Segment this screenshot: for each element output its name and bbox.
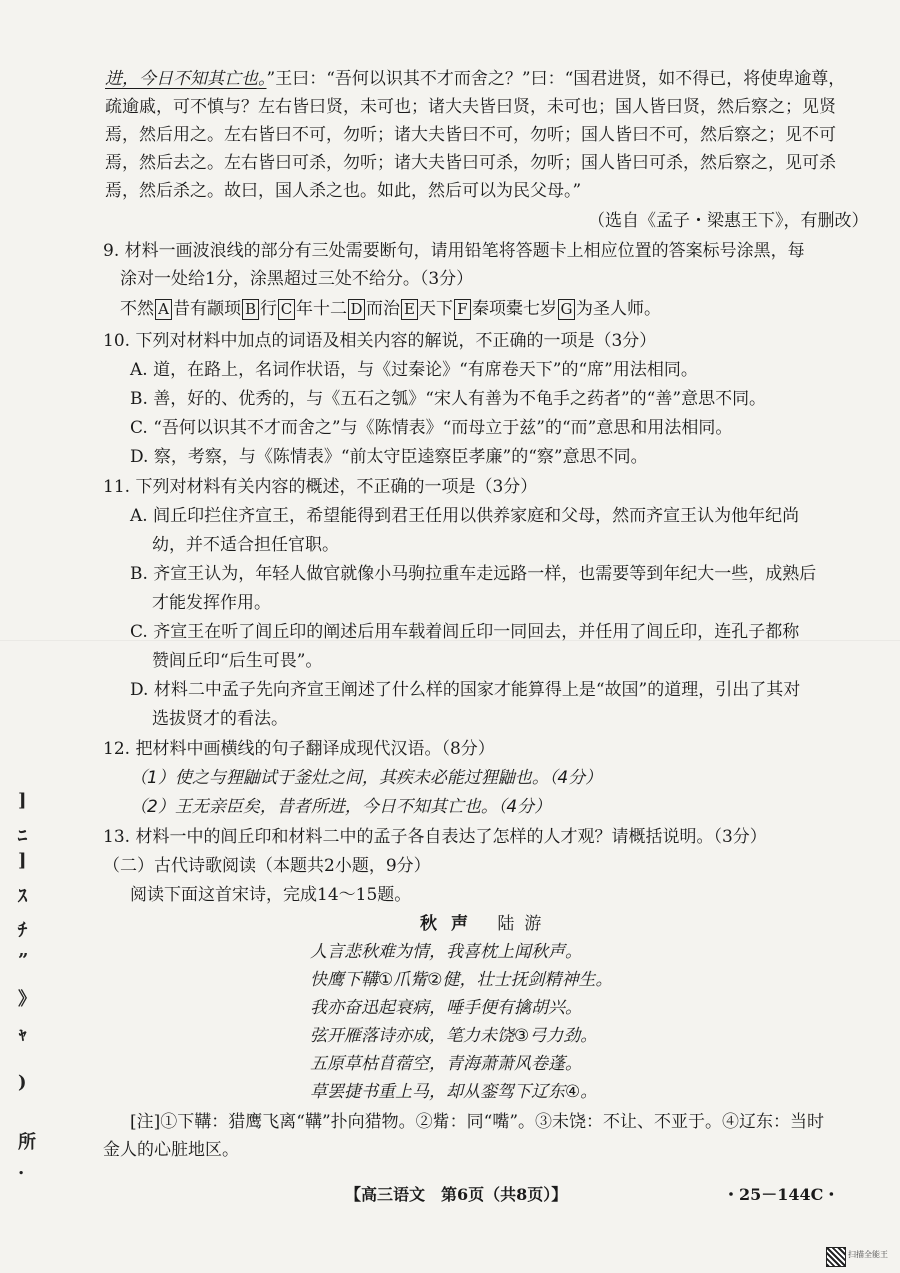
answer-box-b[interactable]: B [242, 299, 259, 320]
q10-stem: 10. 下列对材料中加点的词语及相关内容的解说，不正确的一项是（3分） [103, 331, 657, 351]
margin-mark: 》 [18, 989, 36, 1010]
passage-line: 进，今日不知其亡也。”王曰：“吾何以识其不才而舍之？”曰：“国君进贤，如不得已，将使卑逾尊， [105, 69, 846, 89]
poem-line: 快鹰下鞲①爪觜②健，壮士抚剑精神生。 [310, 970, 613, 990]
margin-mark: ﾁ [18, 920, 27, 941]
q11-option-c: C. 齐宣王在听了闾丘印的阐述后用车载着闾丘印一同回去，并任用了闾丘印，连孔子都称 [130, 622, 800, 642]
margin-mark: . [18, 1158, 25, 1179]
page-code: ・25－144C・ [723, 1185, 840, 1204]
poem-line: 人言悲秋难为情，我喜枕上闻秋声。 [310, 942, 582, 962]
q13-stem: 13. 材料一中的闾丘印和材料二中的孟子各自表达了怎样的人才观？请概括说明。（3分） [103, 827, 767, 847]
q11-option-b-cont: 才能发挥作用。 [152, 593, 271, 613]
margin-mark: 所 [18, 1132, 36, 1153]
answer-box-e[interactable]: E [401, 299, 418, 320]
poem-author: 陆游 [497, 914, 552, 934]
margin-mark: ｬ [18, 1024, 27, 1045]
q11-option-d: D. 材料二中孟子先向齐宣王阐述了什么样的国家才能算得上是“故国”的道理，引出了其对 [130, 680, 801, 700]
margin-mark: ] [18, 850, 27, 871]
poem-note-cont: 金人的心脏地区。 [103, 1140, 239, 1160]
scanner-watermark: 扫描全能王 [848, 1250, 888, 1259]
answer-box-g[interactable]: G [558, 299, 575, 320]
answer-box-f[interactable]: F [454, 299, 471, 320]
q9-sentence: 不然 A 昔有颛顼 B 行 C 年十二 D 而治 E 天下 F 秦项橐七岁 G 为圣人师。 [120, 299, 661, 319]
margin-mark: ” [18, 950, 29, 971]
margin-mark: ﾆ [18, 826, 27, 847]
q11-option-b: B. 齐宣王认为，年轻人做官就像小马驹拉重车走远路一样，也需要等到年纪大一些，成熟后 [130, 564, 817, 584]
passage-line: 焉，然后用之。左右皆曰不可，勿听；诸大夫皆曰不可，勿听；国人皆曰不可，然后察之；见不可 [105, 125, 836, 145]
answer-box-c[interactable]: C [278, 299, 295, 320]
q11-option-a-cont: 幼，并不适合担任官职。 [152, 535, 339, 555]
qr-code-icon [826, 1247, 846, 1267]
q10-option-a: A. 道，在路上，名词作状语，与《过秦论》“有席卷天下”的“席”用法相同。 [130, 360, 698, 380]
q10-option-b: B. 善，好的、优秀的，与《五石之瓠》“宋人有善为不龟手之药者”的“善”意思不同。 [130, 389, 767, 409]
passage-source: （选自《孟子・梁惠王下》，有删改） [588, 211, 869, 231]
section-intro: 阅读下面这首宋诗，完成14～15题。 [130, 885, 412, 905]
answer-box-d[interactable]: D [348, 299, 365, 320]
passage-line: 焉，然后去之。左右皆曰可杀，勿听；诸大夫皆曰可杀，勿听；国人皆曰可杀，然后察之，见可杀 [105, 153, 836, 173]
q9-stem: 9. 材料一画波浪线的部分有三处需要断句，请用铅笔将答题卡上相应位置的答案标号涂黑，每 [103, 241, 805, 261]
q10-option-c: C. “吾何以识其不才而舍之”与《陈情表》“而母立于兹”的“而”意思和用法相同。 [130, 418, 733, 438]
q12-stem: 12. 把材料中画横线的句子翻译成现代汉语。（8分） [103, 739, 495, 759]
q11-option-a: A. 闾丘印拦住齐宣王，希望能得到君王任用以供养家庭和父母，然而齐宣王认为他年纪尚 [130, 506, 800, 526]
poem-heading [420, 913, 551, 935]
poem-title: 秋声 [420, 914, 482, 934]
q11-stem: 11. 下列对材料有关内容的概述，不正确的一项是（3分） [103, 477, 538, 497]
q10-option-d: D. 察，考察，与《陈情表》“前太守臣逵察臣孝廉”的“察”意思不同。 [130, 447, 648, 467]
poem-line: 弦开雁落诗亦成，笔力未饶③弓力劲。 [310, 1026, 598, 1046]
page-footer: 【高三语文 第6页（共8页）】 [345, 1185, 568, 1204]
q11-option-d-cont: 选拔贤才的看法。 [152, 709, 288, 729]
q12-sentence-1: （1）使之与狸鼬试于釜灶之间，其疾未必能过狸鼬也。（4分） [130, 768, 603, 788]
passage-line: 疏逾戚，可不慎与？左右皆曰贤，未可也；诸大夫皆曰贤，未可也；国人皆曰贤，然后察之；见贤 [105, 97, 836, 117]
answer-box-a[interactable]: A [155, 299, 172, 320]
margin-mark: ) [18, 1072, 27, 1093]
q9-stem-cont: 涂对一处给1分，涂黑超过三处不给分。（3分） [120, 269, 474, 289]
margin-mark: ｽ [18, 886, 27, 907]
passage-line: 焉，然后杀之。故曰，国人杀之也。如此，然后可以为民父母。” [105, 181, 582, 201]
poem-line: 草罢捷书重上马，却从銮驾下辽东④。 [310, 1082, 598, 1102]
poem-note: [注]①下鞲：猎鹰飞离“鞲”扑向猎物。②觜：同“嘴”。③未饶：不让、不亚于。④辽东：当时 [130, 1112, 825, 1132]
poem-line: 五原草枯苜蓿空，青海萧萧风卷蓬。 [310, 1054, 582, 1074]
margin-mark: ] [18, 790, 27, 811]
q12-sentence-2: （2）王无亲臣矣，昔者所进，今日不知其亡也。（4分） [130, 797, 552, 817]
poem-line: 我亦奋迅起衰病，唾手便有擒胡兴。 [310, 998, 582, 1018]
handwritten-underline-text: 进，今日不知其亡也。 [105, 69, 267, 89]
q11-option-c-cont: 赞闾丘印“后生可畏”。 [152, 651, 323, 671]
section-heading: （二）古代诗歌阅读（本题共2小题，9分） [103, 856, 431, 876]
